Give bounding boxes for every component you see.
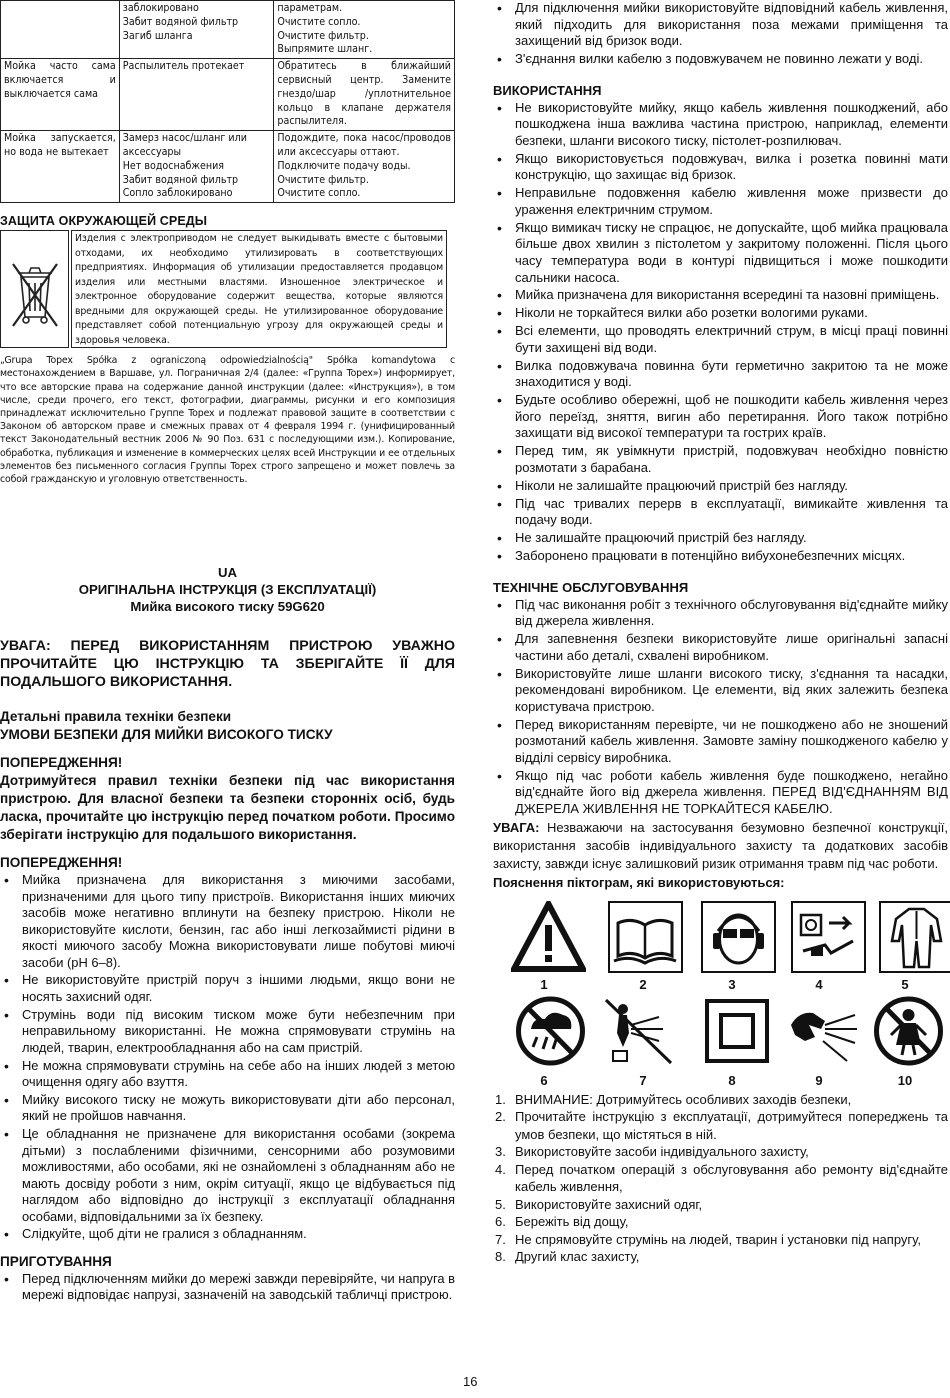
pictogram-number: 7 (639, 1072, 647, 1088)
list-item: • Всі елементи, що проводять електричний струм, в місці праці повинні бути захищені від води. (493, 323, 948, 356)
usage-heading: ВИКОРИСТАННЯ (493, 82, 602, 98)
protective-equipment-icon (701, 901, 776, 973)
cause-cell: Замерз насос/шланг или аксессуары Нет водоснабжения Забит водяной фильтр Сопло заблокировано (119, 131, 274, 203)
list-item: • Ніколи не торкайтеся вилки або розетки вологими руками. (493, 305, 948, 322)
copyright-notice: „Grupa Topex Spółka z ograniczoną odpowiedzialnością" Spółka komandytowa с местонахождением в Варшаве, ул. Пограничная 2/4 (далее: «Группа Topex») информирует, что все авторские права на содержание данной инструкции (далее: «Инструкция»), в том числе, среди прочего, его текст, фотографии, диаграммы, рисунки и его композиция принадлежат исключительно Группе Topex и подлежат правовой защите в соответствии с Законом об авторском праве и смежных правах от 4 февраля 1994 г. (унифицированный текст Законодательный вестник 2006 № 90 Поз. 631 с последующими изм.). Копирование, обработка, публикация и изменение в коммерческих целях всей Инструкции и ее отдельных элементов без письменного согласия Группы Topex строго запрещено и может повлечь за собой гражданскую и уголовную ответственность. (0, 355, 455, 485)
cause-cell: заблокировано Забит водяной фильтр Загиб шланга (119, 1, 274, 59)
legend-item: 3. Використовуйте засоби індивідуального захисту, (495, 1144, 809, 1160)
read-manual-icon (608, 901, 683, 973)
pictogram-legend (493, 1091, 948, 1266)
legend-item: 8. Другий клас захисту, (495, 1249, 640, 1265)
pictograms-grid-row2 (493, 995, 948, 1088)
table-row (1, 1, 455, 59)
list-item: • Не залишайте працюючий пристрій без нагляду. (493, 530, 948, 547)
list-item: • Не можна спрямовувати струмінь на себе або на інших людей з метою очищення одягу або взуття. (0, 1058, 455, 1091)
maintenance-heading: ТЕХНІЧНЕ ОБСЛУГОВУВАННЯ (493, 579, 689, 595)
pictogram-number: 8 (728, 1072, 736, 1088)
language-code: UA (217, 565, 238, 581)
pictogram-number: 3 (728, 976, 736, 992)
list-item: • Якщо під час роботи кабель живлення буде пошкоджено, негайно від'єднайте його від джерела живлення. ПЕРЕД ВІД'ЄДНАННЯМ ВІД ДЖЕРЕЛА ЖИВЛЕННЯ НЕ ТОРКАЙТЕСЯ КАБЕЛЮ. (493, 768, 948, 818)
list-item: • Це обладнання не призначене для використання особами (зокрема дітьми) з послабленими фізичними, сенсорними або розумовими можливостями, або особами, які не ознайомлені з обладнанням або не мають досвіду роботи з ним, окрім ситуації, якщо це відбувається під наглядом або відповідно до інструкції з експлуатації обладнання особами, відповідальними за їх безпеку. (0, 1126, 455, 1225)
warning-triangle-icon (511, 901, 586, 973)
table-row (1, 59, 455, 131)
list-item: • Якщо вимикач тиску не спрацює, не допускайте, щоб мийка працювала більше двох хвилин з пістолетом у закритому положенні. Після цього часу температура води в контурі підвищиться і може пошкодити сальники насоса. (493, 220, 948, 286)
cause-cell: Распылитель протекает (119, 59, 274, 131)
pictogram-number: 10 (897, 1072, 913, 1088)
page-number: 16 (463, 1374, 478, 1389)
environment-text: Изделия с электроприводом не следует выкидывать вместе с бытовыми отходами, их необходимо утилизировать в соответствующих предприятиях. Информация об утилизации предоставляется продавцом изделия или местными властями. Изношенное электрическое и электронное оборудование содержит вещества, которые являются вредными для окружающей среды. Не утилизированное оборудование представляет собой потенциальную угрозу для окружающей среды и здоровья человека. (71, 230, 447, 348)
preparation-list-continued (493, 0, 948, 68)
list-item: • Струмінь води під високим тиском може бути небезпечним при неправильному використанні. Не можна спрямовувати струмінь на людей, тварин, електрообладнання або на сам пристрій. (0, 1007, 455, 1057)
list-item: • Якщо використовується подовжувач, вилка і розетка повинні мати конструкцію, що захищає від бризок. (493, 151, 948, 184)
caution-heading: ПОПЕРЕДЖЕННЯ! (0, 855, 123, 871)
list-item: • Не використовуйте мийку, якщо кабель живлення пошкоджений, або пошкоджена інша важлива частина пристрою, наприклад, елементи безпеки, шланги високого тиску, пістолет-розпилювач. (493, 100, 948, 150)
list-item: • Будьте особливо обережні, щоб не пошкодити кабель живлення через його переїзд, зняття, вигин або перетирання. Його також потрібно захищати від високої температури та гострих країв. (493, 392, 948, 442)
pictogram-number: 6 (540, 1072, 548, 1088)
right-column (493, 0, 948, 1266)
caution-text: Дотримуйтеся правил техніки безпеки під час використання пристрою. Для власної безпеки та безпеки сторонніх осіб, будь ласка, прочитайте цю інструкцію перед початком роботи. Просимо зберігати інструкцію для подальшого використання. (0, 773, 455, 843)
list-item: • Для підключення мийки використовуйте відповідний кабель живлення, який підходить для використання поза межами приміщення та захищений від бризок води. (493, 0, 948, 50)
action-cell: Обратитесь в ближайший сервисный центр. Замените гнездо/шар /уплотнительное кольцо в клапане держателя распылителя. (274, 59, 455, 131)
list-item: • Перед використанням перевірте, чи не пошкоджено або не зношений розмотаний кабель живлення. Замовте заміну пошкодженого кабелю у відділі сервісу виробника. (493, 717, 948, 767)
protective-clothing-icon (879, 901, 950, 973)
no-spray-people-animals-icon (601, 995, 676, 1067)
pictogram-number: 5 (901, 976, 909, 992)
high-pressure-jet-hand-icon (785, 995, 860, 1067)
list-item: • Мийка призначена для використання з миючими засобами, призначеними для цього типу пристроїв. Використання інших миючих засобів може негативно вплинути на безпеку пристрою. Ніколи не використовуйте кислоти, бензин, гас або інші легкозаймисті рідини в якості миючого засобу Можна використовувати лише побутові миючі засоби (рН 6–8). (0, 872, 455, 971)
list-item: • Перед тим, як увімкнути пристрій, подовжувач необхідно повністю розмотати з барабана. (493, 443, 948, 476)
pictogram-number: 4 (815, 976, 823, 992)
residual-risk-text: Незважаючи на застосування безумовно безпечної конструкції, використання засобів індивідуального захисту та додаткових засобів захисту, завжди існує залишковий ризик отримання травм під час роботи. (493, 819, 948, 871)
list-item: • Слідкуйте, щоб діти не гралися з обладнанням. (0, 1226, 455, 1243)
legend-item: 7. Не спрямовуйте струмінь на людей, тварин і установки під напругу, (495, 1231, 921, 1247)
list-item: • Неправильне подовження кабелю живлення може призвести до ураження електричним струмом. (493, 185, 948, 218)
pictogram-number: 2 (639, 976, 647, 992)
problem-cell: Мойка часто сама включается и выключается сама (1, 59, 120, 131)
list-item: • Не використовуйте пристрій поруч з іншими людьми, якщо вони не носять захисний одяг. (0, 972, 455, 1005)
preparation-heading: ПРИГОТУВАННЯ (0, 1253, 112, 1269)
legend-item: 2. Прочитайте інструкцію з експлуатації, дотримуйтеся попереджень та умов безпеки, що містяться в ній. (495, 1109, 948, 1142)
list-item: • Для запевнення безпеки використовуйте лише оригінальні запасні частини або деталі, схвалені виробником. (493, 631, 948, 664)
product-subtitle: Мийка високого тиску 59G620 (130, 599, 325, 615)
list-item: • Мийка призначена для використання всередині та назовні приміщень. (493, 287, 948, 304)
list-item: • Використовуйте лише шланги високого тиску, з'єднання та насадки, рекомендовані виробником. Це елементи, від яких залежить безпека користувача пристрою. (493, 666, 948, 716)
list-item: • Перед підключенням мийки до мережі завжди перевіряйте, чи напруга в мережі відповідає напрузі, зазначеній на заводській табличці пристрою. (0, 1271, 455, 1304)
problem-cell: Мойка запускается, но вода не вытекает (1, 131, 120, 203)
caution-list (0, 872, 455, 1243)
legend-item: 5. Використовуйте захисний одяг, (495, 1196, 703, 1212)
residual-risk-label: УВАГА: (493, 819, 540, 835)
read-instructions-warning: УВАГА: ПЕРЕД ВИКОРИСТАННЯМ ПРИСТРОЮ УВАЖНО ПРОЧИТАЙТЕ ЦЮ ІНСТРУКЦІЮ ТА ЗБЕРІГАЙТЕ ЇЇ ДЛЯ ПОДАЛЬШОГО ВИКОРИСТАННЯ. (0, 638, 455, 691)
preparation-list (0, 1271, 455, 1304)
pictogram-number: 9 (815, 1072, 823, 1088)
keep-children-away-icon (871, 995, 946, 1067)
disconnect-power-icon (791, 901, 866, 973)
list-item: • Мийку високого тиску не можуть використовувати діти або персонал, який не пройшов навчання. (0, 1092, 455, 1125)
maintenance-list (493, 597, 948, 818)
pictograms-heading: Пояснення піктограм, які використовуються: (493, 874, 785, 890)
action-cell: параметрам. Очистите сопло. Очистите фильтр. Выпрямите шланг. (274, 1, 455, 59)
caution-heading: ПОПЕРЕДЖЕННЯ! (0, 755, 123, 771)
list-item: • Під час тривалих перерв в експлуатації, вимикайте живлення та подачу води. (493, 496, 948, 529)
safety-rules-heading: Детальні правила техніки безпеки УМОВИ БЕЗПЕКИ ДЛЯ МИЙКИ ВИСОКОГО ТИСКУ (0, 709, 333, 743)
left-column (0, 0, 455, 1305)
class-ii-insulation-icon (699, 995, 774, 1067)
environment-heading: ЗАЩИТА ОКРУЖАЮЩЕЙ СРЕДЫ (0, 214, 208, 229)
environment-box (0, 230, 455, 348)
problem-cell (1, 1, 120, 59)
usage-list (493, 100, 948, 565)
pictogram-number: 1 (540, 976, 548, 992)
list-item: • Вилка подовжувача повинна бути герметично закритою та не може знаходитися у воді. (493, 358, 948, 391)
weee-bin-icon (0, 230, 69, 348)
list-item: • Під час виконання робіт з технічного обслуговування від'єднайте мийку від джерела живлення. (493, 597, 948, 630)
list-item: • Ніколи не залишайте працюючий пристрій без нагляду. (493, 478, 948, 495)
table-row (1, 131, 455, 203)
list-item: • Заборонено працювати в потенційно вибухонебезпечних місцях. (493, 548, 948, 565)
no-rain-icon (513, 995, 588, 1067)
legend-item: 1. ВНИМАНИЕ: Дотримуйтесь особливих заходів безпеки, (495, 1091, 852, 1107)
residual-risk-note (493, 819, 948, 873)
document-title: ОРИГІНАЛЬНА ІНСТРУКЦІЯ (З ЕКСПЛУАТАЦІЇ) (78, 582, 377, 598)
action-cell: Подождите, пока насос/проводов или аксессуары оттают. Подключите подачу воды. Очистите фильтр. Очистите сопло. (274, 131, 455, 203)
list-item: • З'єднання вилки кабелю з подовжувачем не повинно лежати у воді. (493, 51, 948, 68)
legend-item: 6. Бережіть від дощу, (495, 1214, 629, 1230)
ua-header (0, 564, 455, 615)
troubleshooting-table (0, 0, 455, 203)
legend-item: 4. Перед початком операцій з обслуговування або ремонту від'єднайте кабель живлення, (495, 1161, 948, 1195)
